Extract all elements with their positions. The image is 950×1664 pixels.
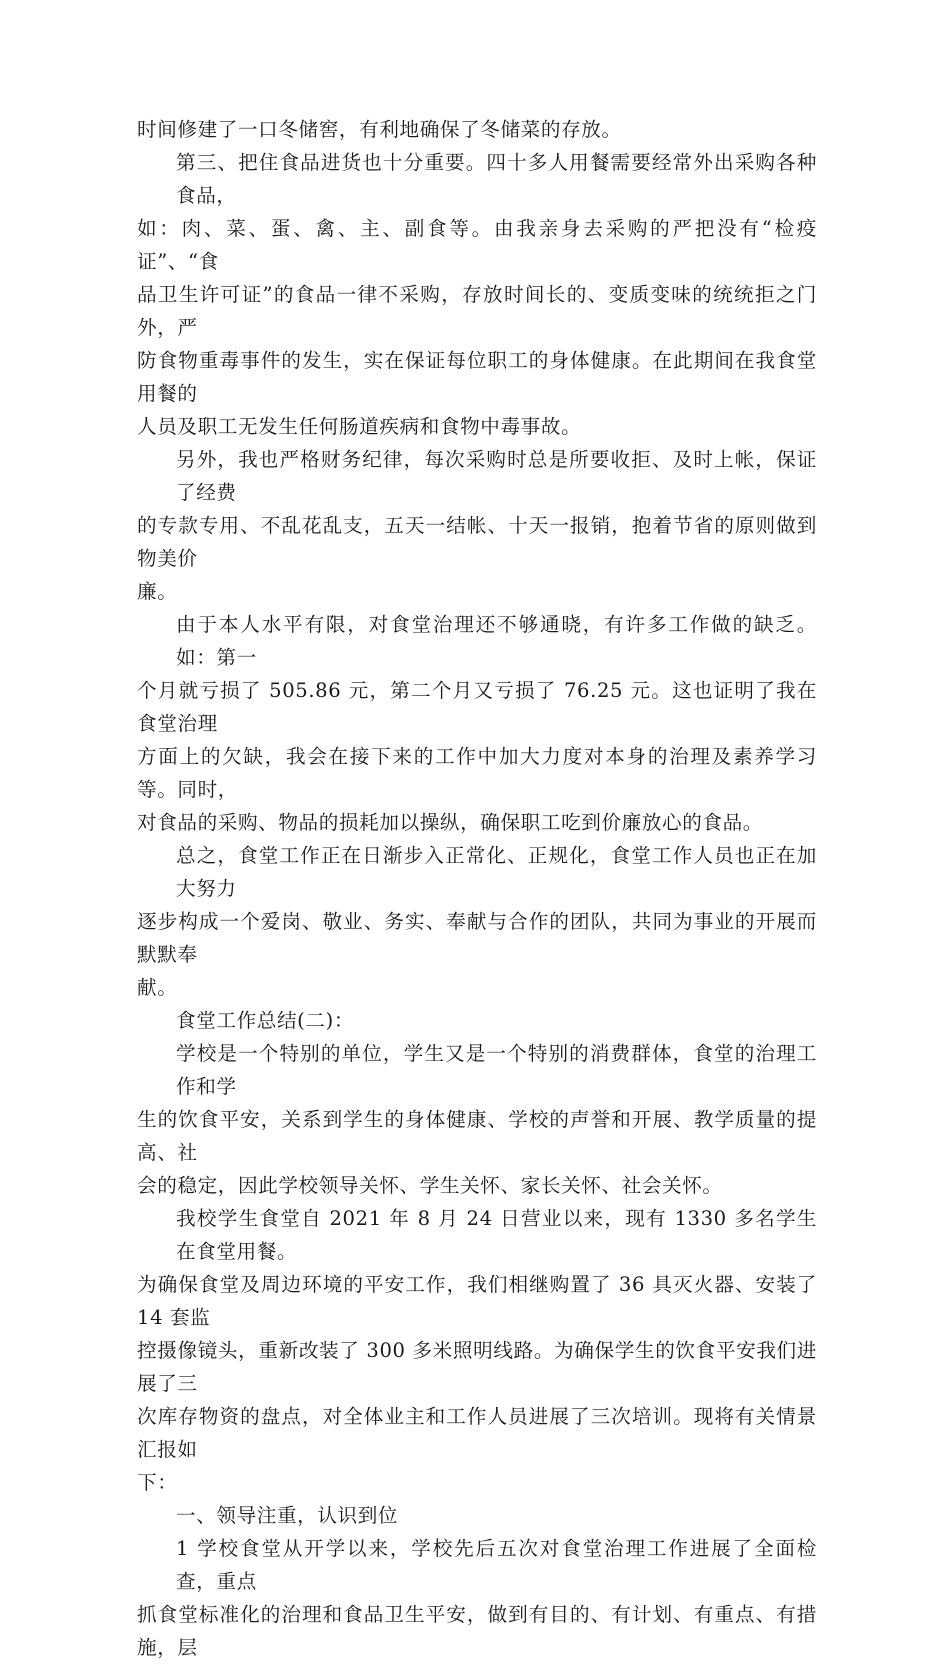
text-line: 生的饮食平安，关系到学生的身体健康、学校的声誉和开展、教学质量的提高、社 <box>137 1108 817 1164</box>
text-line: 品卫生许可证”的食品一律不采购，存放时间长的、变质变味的统统拒之门外，严 <box>137 283 817 339</box>
paragraph <box>137 146 817 443</box>
text-line: 方面上的欠缺，我会在接下来的工作中加大力度对本身的治理及素养学习等。同时， <box>137 745 817 801</box>
text-line: 个月就亏损了 505.86 元，第二个月又亏损了 76.25 元。这也证明了我在食堂治理 <box>137 679 817 735</box>
text-line: 控摄像镜头，重新改装了 300 多米照明线路。为确保学生的饮食平安我们进展了三 <box>137 1339 817 1395</box>
paragraph <box>137 1037 817 1202</box>
text-line: 总之，食堂工作正在日渐步入正常化、正规化，食堂工作人员也正在加大努力 <box>176 844 817 900</box>
paragraph <box>137 443 817 608</box>
text-line: 为确保食堂及周边环境的平安工作，我们相继购置了 36 具灭火器、安装了 14 套监 <box>137 1273 817 1329</box>
document-body <box>137 113 817 1664</box>
paragraph <box>137 1004 817 1037</box>
paragraph <box>137 113 817 146</box>
text-line: 另外，我也严格财务纪律，每次采购时总是所要收拒、及时上帐，保证了经费 <box>176 448 817 504</box>
paragraph <box>137 608 817 839</box>
text-line: 如：肉、菜、蛋、禽、主、副食等。由我亲身去采购的严把没有“检疫证”、“食 <box>137 217 817 273</box>
text-line: 抓食堂标准化的治理和食品卫生平安，做到有目的、有计划、有重点、有措施，层 <box>137 1603 817 1659</box>
text-line: 食堂工作总结(二)： <box>176 1009 355 1032</box>
text-line: 人员及职工无发生任何肠道疾病和食物中毒事故。 <box>137 415 582 438</box>
text-line: 时间修建了一口冬储窖，有利地确保了冬储菜的存放。 <box>137 118 622 141</box>
text-line: 对食品的采购、物品的损耗加以操纵，确保职工吃到价廉放心的食品。 <box>137 811 764 834</box>
text-line: 的专款专用、不乱花乱支，五天一结帐、十天一报销，抱着节省的原则做到物美价 <box>137 514 817 570</box>
text-line: 献。 <box>137 976 178 999</box>
text-line: 第三、把住食品进货也十分重要。四十多人用餐需要经常外出采购各种食品， <box>176 151 817 207</box>
paragraph <box>137 839 817 1004</box>
paragraph <box>137 1532 817 1664</box>
paragraph <box>137 1499 817 1532</box>
text-line: 防食物重毒事件的发生，实在保证每位职工的身体健康。在此期间在我食堂用餐的 <box>137 349 817 405</box>
text-line: 次库存物资的盘点，对全体业主和工作人员进展了三次培训。现将有关情景汇报如 <box>137 1405 817 1461</box>
text-line: 廉。 <box>137 580 178 603</box>
text-line: 会的稳定，因此学校领导关怀、学生关怀、家长关怀、社会关怀。 <box>137 1174 723 1197</box>
text-line: 一、领导注重，认识到位 <box>176 1504 399 1527</box>
text-line: 由于本人水平有限，对食堂治理还不够通晓，有许多工作做的缺乏。如：第一 <box>176 613 817 669</box>
paragraph <box>137 1202 817 1499</box>
text-line: 学校是一个特别的单位，学生又是一个特别的消费群体，食堂的治理工作和学 <box>176 1042 817 1098</box>
text-line: 1 学校食堂从开学以来，学校先后五次对食堂治理工作进展了全面检查，重点 <box>176 1537 817 1593</box>
text-line: 我校学生食堂自 2021 年 8 月 24 日营业以来，现有 1330 多名学生在食堂用餐。 <box>176 1207 817 1263</box>
text-line: 下： <box>137 1471 178 1494</box>
text-line: 逐步构成一个爱岗、敬业、务实、奉献与合作的团队，共同为事业的开展而默默奉 <box>137 910 817 966</box>
